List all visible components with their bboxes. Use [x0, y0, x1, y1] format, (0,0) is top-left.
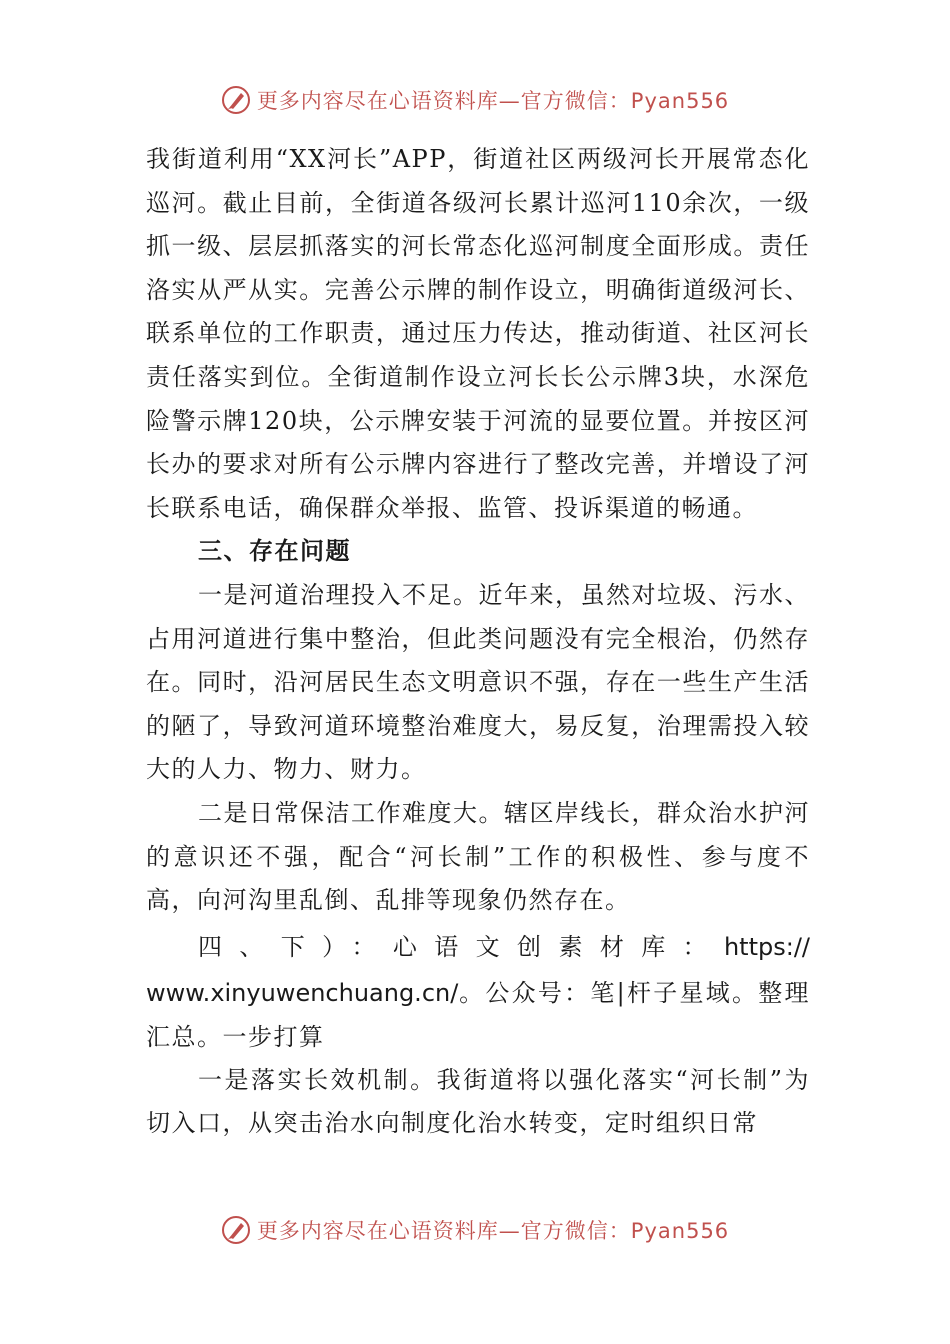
pen-nib-logo-icon [221, 1215, 251, 1245]
footer-banner-text: 更多内容尽在心语资料库—官方微信：Pyan556 [256, 1219, 730, 1243]
source-url-scheme: https:// [723, 932, 810, 961]
source-reference-line [146, 923, 810, 971]
source-url-domain: www.xinyuwenchuang.cn/ [146, 978, 459, 1007]
source-reference-continued [146, 971, 810, 1059]
paragraph-problem-2: 二是日常保洁工作难度大。辖区岸线长，群众治水护河的意识还不强，配合“河长制”工作的积极性、参与度不高，向河沟里乱倒、乱排等现象仍然存在。 [146, 798, 810, 915]
section-heading-problems: 三、存在问题 [198, 537, 351, 566]
paragraph-patrol: 我街道利用“XX河长”APP，街道社区两级河长开展常态化巡河。截止目前，全街道各级河长累计巡河110余次，一级抓一级、层层抓落实的河长常态化巡河制度全面形成。责任洛实从严从实。完善公示牌的制作设立，明确街道级河长、联系单位的工作职责，通过压力传达，推动街道、社区河长责任落实到位。全街道制作设立河长长公示牌3块，水深危险警示牌120块，公示牌安装于河流的显要位置。并按区河长办的要求对所有公示牌内容进行了整改完善，并增设了河长联系电话，确保群众举报、监管、投诉渠道的畅通。 [146, 145, 810, 522]
source-reference-suffix: 。公众号：笔|杆子星域。整理汇总。一步打算 [146, 978, 810, 1051]
paragraph-plan-1: 一是落实长效机制。我街道将以强化落实“河长制”为切入口，从突击治水向制度化治水转变，定时组织日常 [146, 1065, 810, 1138]
header-banner-text: 更多内容尽在心语资料库—官方微信：Pyan556 [256, 89, 730, 113]
document-body [146, 138, 810, 1146]
source-reference-prefix: 四、下）：心语文创素材库： [198, 932, 724, 961]
pen-nib-logo-icon [221, 85, 251, 115]
paragraph-problem-1: 一是河道治理投入不足。近年来，虽然对垃圾、污水、占用河道进行集中整治，但此类问题没有完全根治，仍然存在。同时，沿河居民生态文明意识不强，存在一些生产生活的陋了，导致河道环境整治难度大，易反复，治理需投入较大的人力、物力、财力。 [146, 580, 810, 784]
header-banner [0, 80, 950, 120]
footer-banner [0, 1210, 950, 1250]
